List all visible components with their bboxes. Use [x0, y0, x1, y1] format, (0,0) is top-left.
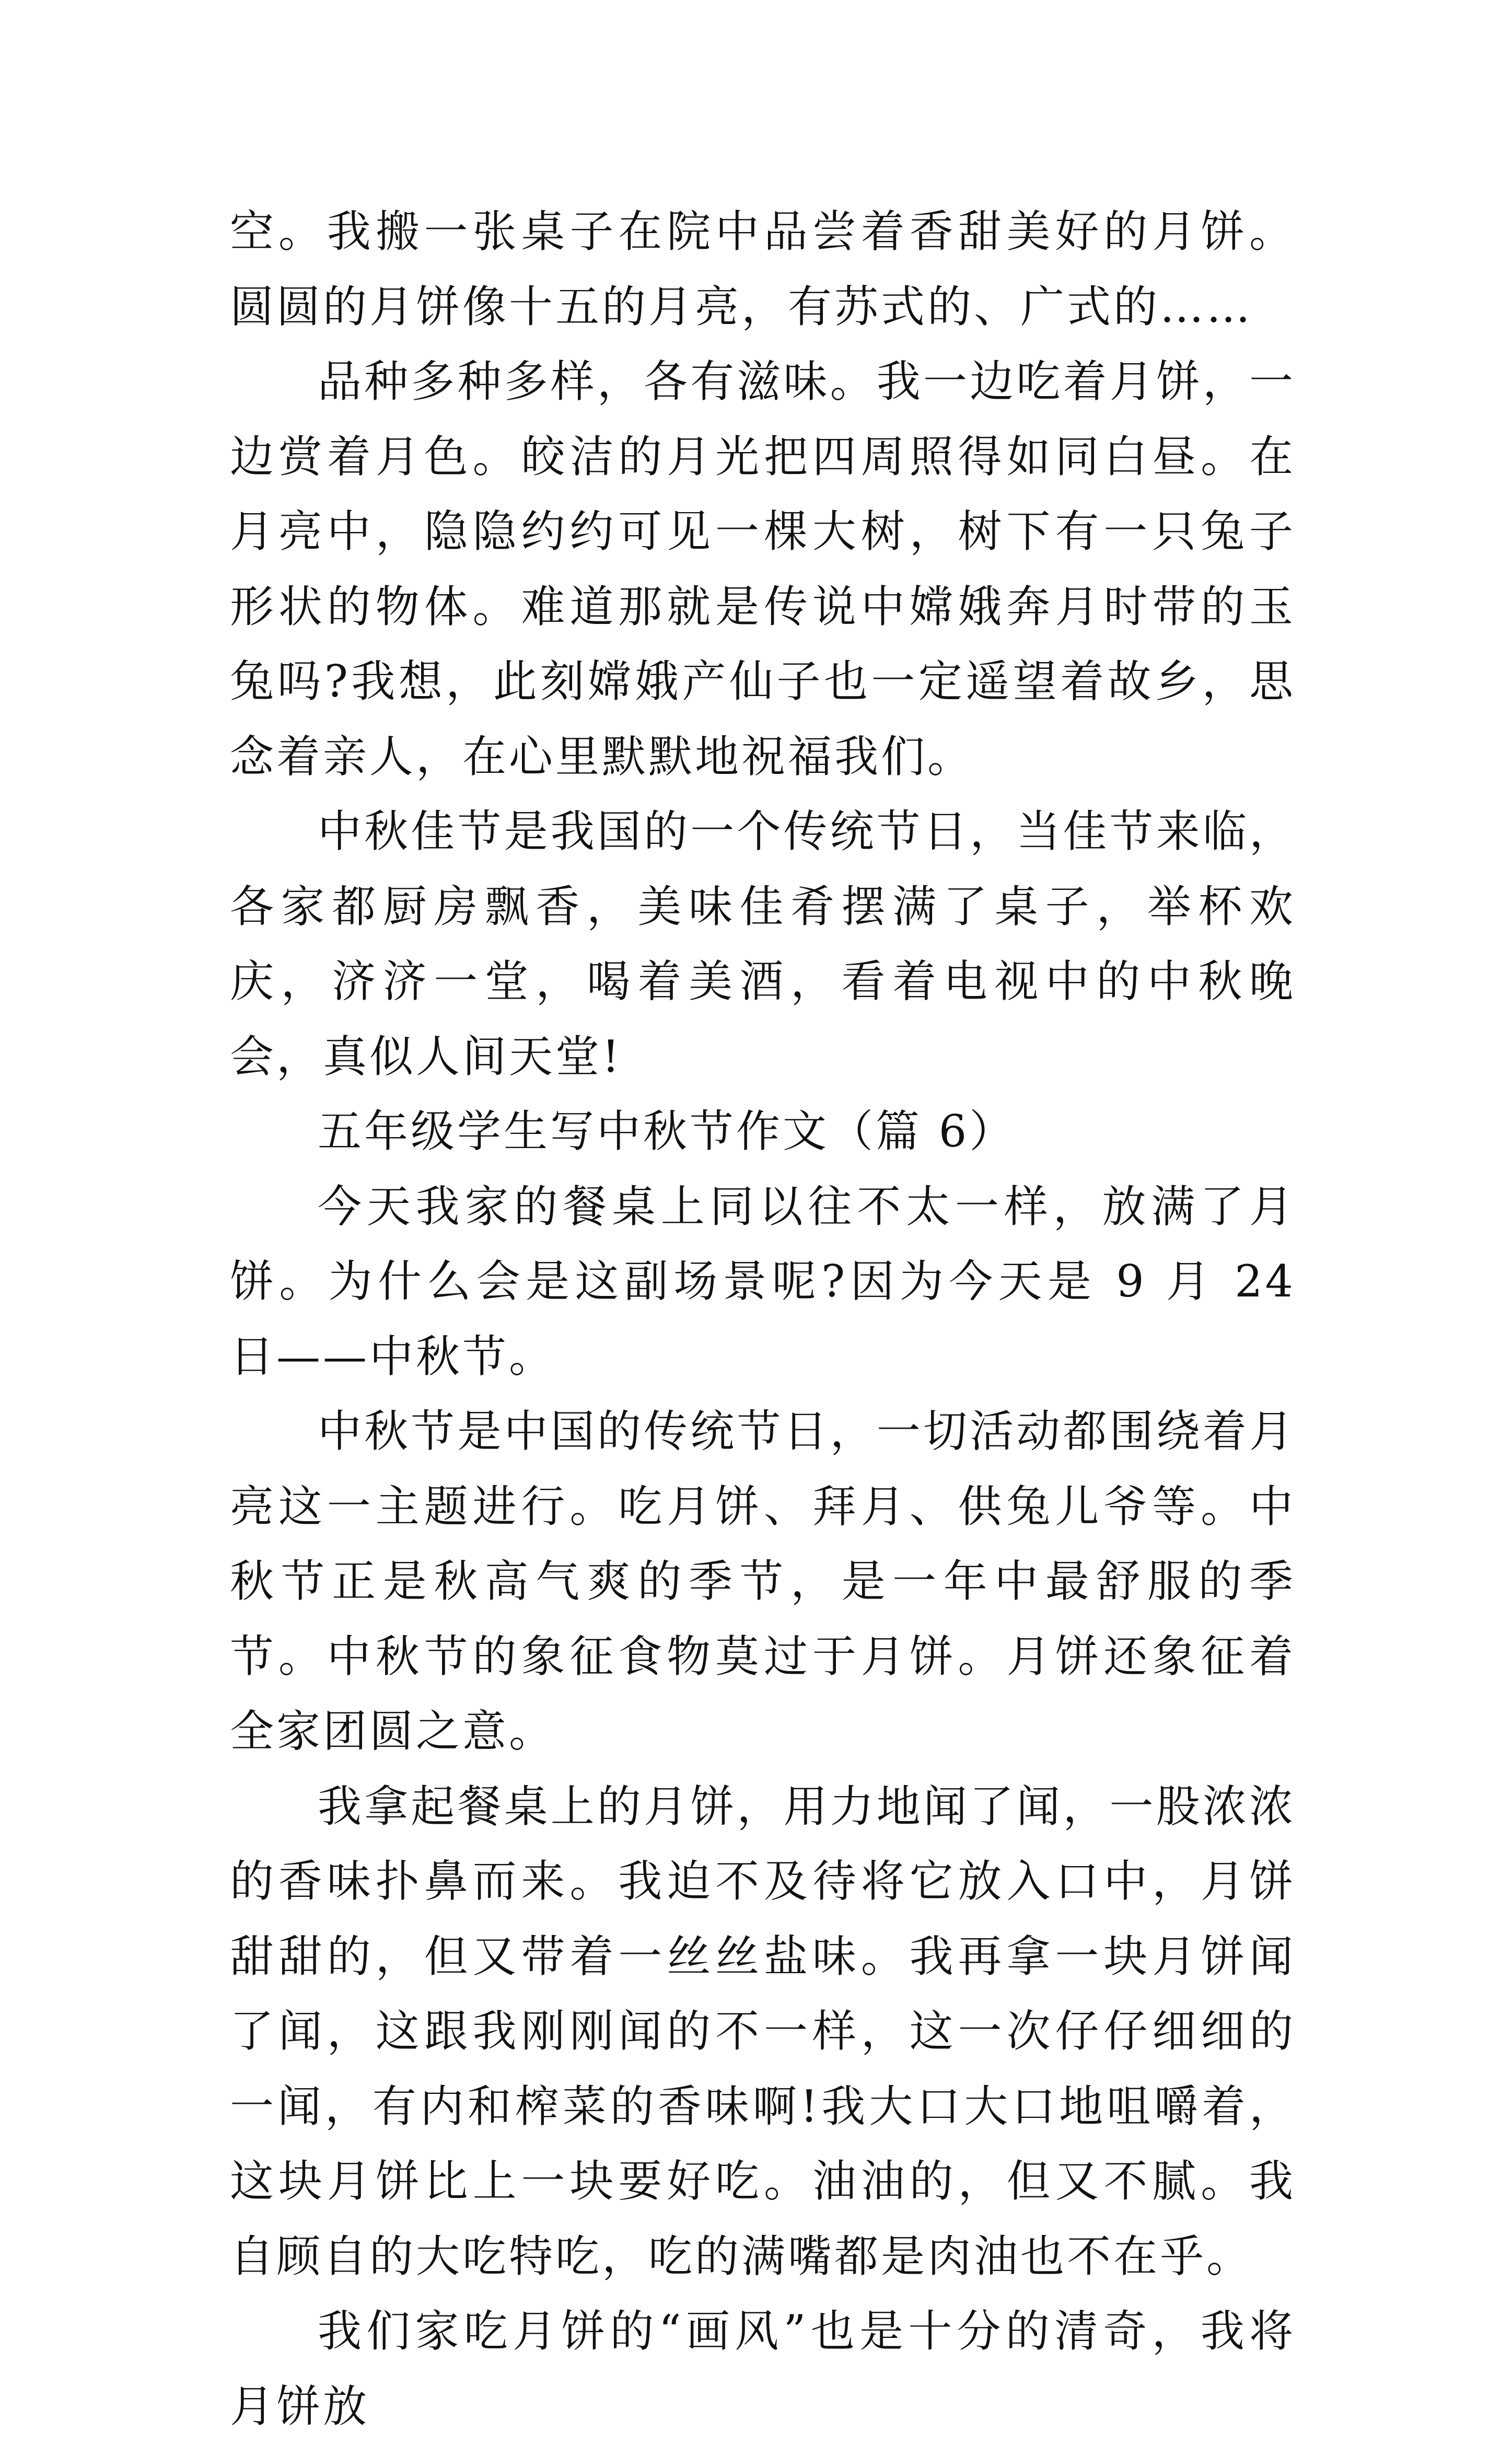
paragraph: 空。我搬一张桌子在院中品尝着香甜美好的月饼。圆圆的月饼像十五的月亮，有苏式的、广式的……	[230, 206, 1296, 332]
document-body	[230, 194, 1296, 2444]
paragraph: 我拿起餐桌上的月饼，用力地闻了闻，一股浓浓的香味扑鼻而来。我迫不及待将它放入口中，月饼甜甜的，但又带着一丝丝盐味。我再拿一块月饼闻了闻，这跟我刚刚闻的不一样，这一次仔仔细细的一闻，有内和榨菜的香味啊!我大口大口地咀嚼着，这块月饼比上一块要好吃。油油的，但又不腻。我自顾自的大吃特吃，吃的满嘴都是肉油也不在乎。	[230, 1780, 1296, 2282]
paragraph: 中秋佳节是我国的一个传统节日，当佳节来临，各家都厨房飘香，美味佳肴摆满了桌子，举杯欢庆，济济一堂，喝着美酒，看着电视中的中秋晚会，真似人间天堂!	[230, 806, 1296, 1082]
paragraph: 品种多种多样，各有滋味。我一边吃着月饼，一边赏着月色。皎洁的月光把四周照得如同白昼。在月亮中，隐隐约约可见一棵大树，树下有一只兔子形状的物体。难道那就是传说中嫦娥奔月时带的玉兔吗?我想，此刻嫦娥产仙子也一定遥望着故乡，思念着亲人，在心里默默地祝福我们。	[230, 356, 1296, 782]
paragraph: 我们家吃月饼的“画风”也是十分的清奇，我将月饼放	[230, 2306, 1296, 2432]
section-heading: 五年级学生写中秋节作文（篇 6）	[318, 1106, 1016, 1157]
paragraph: 今天我家的餐桌上同以往不太一样，放满了月饼。为什么会是这副场景呢?因为今天是 9 月 24 日——中秋节。	[230, 1180, 1296, 1382]
paragraph: 中秋节是中国的传统节日，一切活动都围绕着月亮这一主题进行。吃月饼、拜月、供兔儿爷等。中秋节正是秋高气爽的季节，是一年中最舒服的季节。中秋节的象征食物莫过于月饼。月饼还象征着全家团圆之意。	[230, 1406, 1296, 1757]
